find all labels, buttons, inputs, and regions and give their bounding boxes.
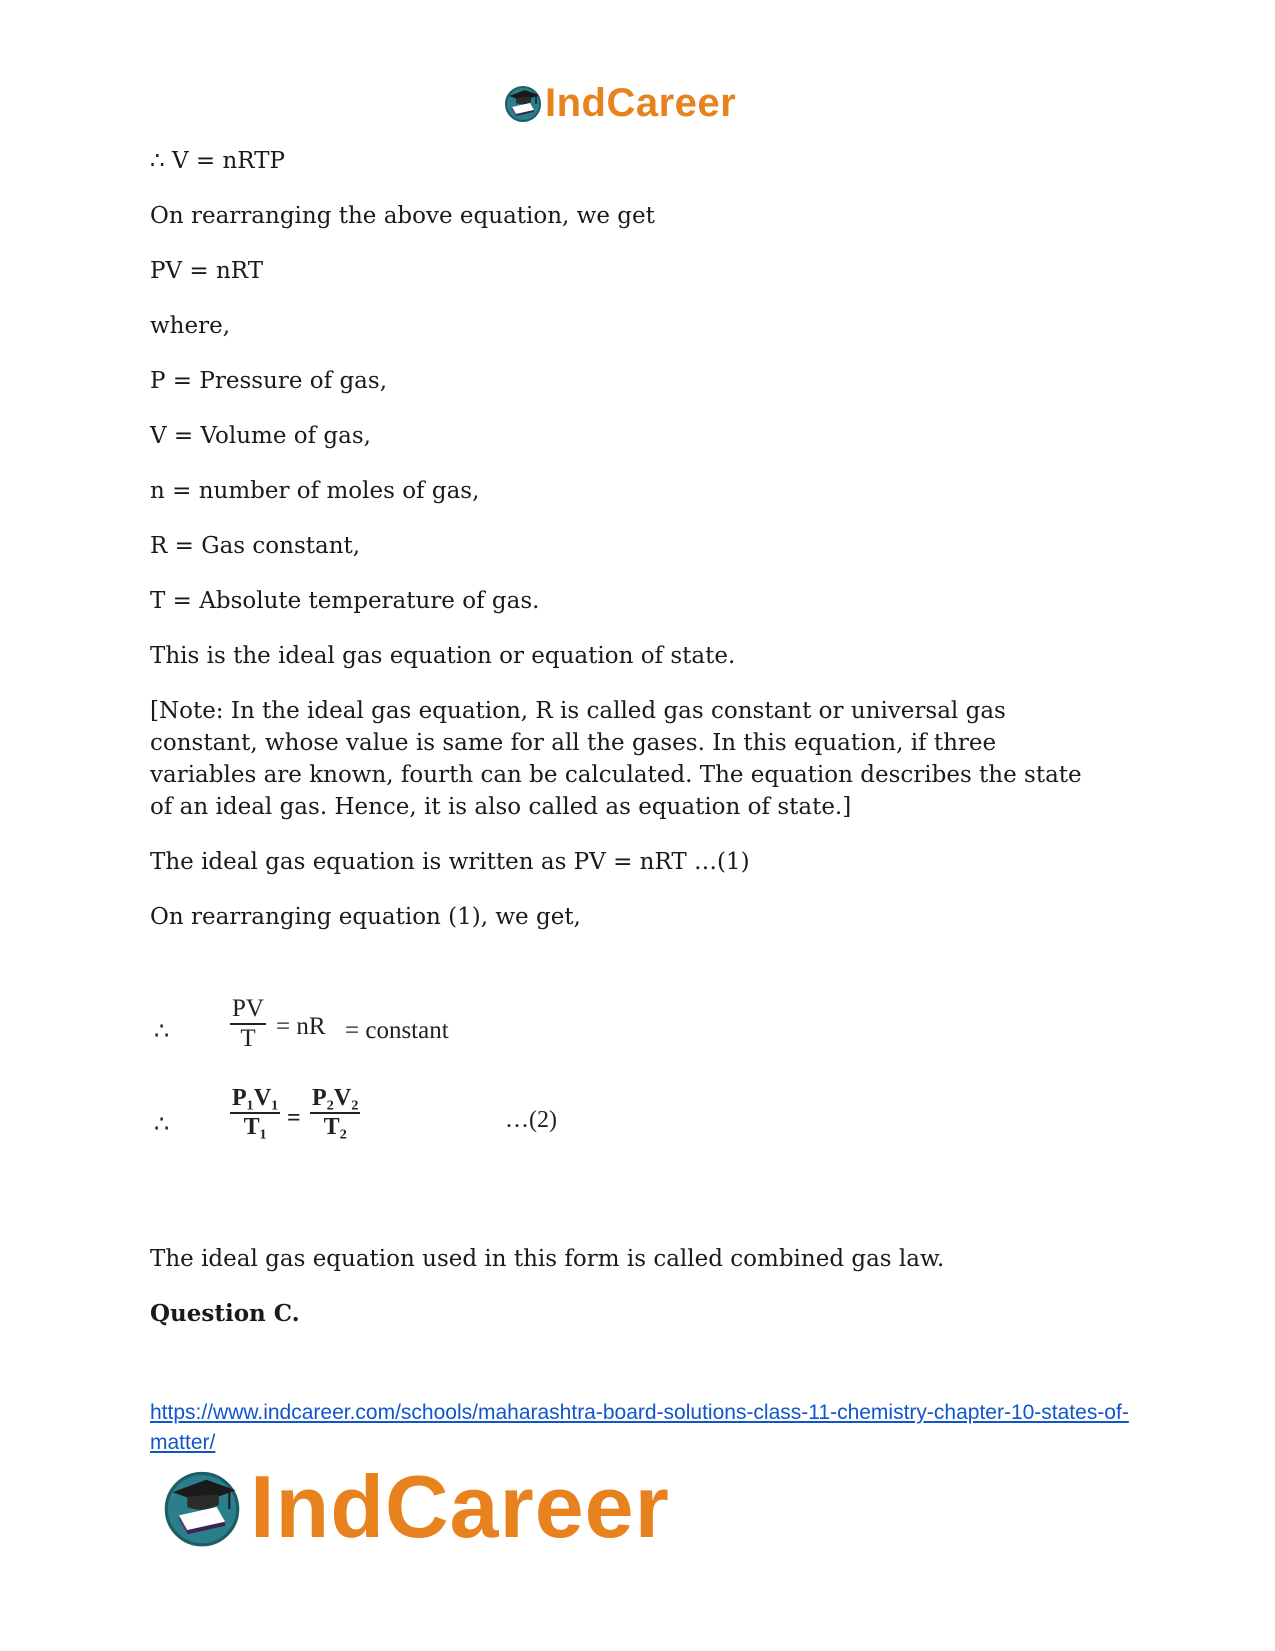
equals-nr: = nR: [276, 1013, 326, 1040]
equation-pv-over-t: [150, 995, 750, 1071]
equation-combined-gas-law: [150, 1085, 750, 1165]
denominator: T: [240, 1025, 256, 1052]
note-paragraph: [Note: In the ideal gas equation, R is called gas constant or universal gas constant, whose value is same for all the gases. In this equation, if three variables are known, fourth can be calculated. The equation describes the state of an ideal gas. Hence, it is also called as equation of state.]: [150, 698, 1082, 820]
document-body: [150, 145, 1130, 956]
graduation-cap-book-icon: [503, 83, 543, 123]
logo-text: IndCareer: [545, 81, 737, 125]
numerator: PV: [232, 995, 264, 1022]
text-line: On rearranging equation (1), we get,: [150, 904, 581, 930]
therefore-symbol: ∴: [154, 1112, 170, 1138]
text-line: where,: [150, 313, 231, 339]
text-line: The ideal gas equation used in this form is called combined gas law.: [150, 1246, 945, 1272]
text-line: This is the ideal gas equation or equation of state.: [150, 643, 736, 669]
definition-gas-constant: R = Gas constant,: [150, 533, 361, 559]
fraction-p1v1-t1: [230, 1085, 280, 1141]
definition-pressure: P = Pressure of gas,: [150, 368, 388, 394]
text-line: PV = nRT: [150, 258, 264, 284]
equation-tag: …(2): [505, 1107, 557, 1133]
therefore-symbol: ∴: [154, 1019, 170, 1045]
denominator: T₁: [243, 1114, 267, 1140]
text-line: On rearranging the above equation, we get: [150, 203, 655, 229]
source-url-link[interactable]: https://www.indcareer.com/schools/maharashtra-board-solutions-class-11-chemistry-chapter-10-states-of-matter/: [150, 1401, 1129, 1454]
definition-volume: V = Volume of gas,: [150, 423, 371, 449]
footer-logo: [160, 1457, 670, 1556]
text-line: The ideal gas equation is written as PV = nRT …(1): [150, 849, 750, 875]
definition-moles: n = number of moles of gas,: [150, 478, 480, 504]
equals-constant: = constant: [345, 1017, 449, 1044]
equals-sign: =: [287, 1105, 301, 1131]
fraction-pv-t: [230, 995, 266, 1053]
question-heading: Question C.: [150, 1300, 300, 1327]
header-logo: [503, 80, 736, 126]
fraction-p2v2-t2: [310, 1085, 360, 1141]
text-line: ∴ V = nRTP: [150, 148, 285, 174]
document-body-continued: [150, 1243, 1130, 1353]
denominator: T₂: [323, 1114, 347, 1140]
graduation-cap-book-icon: [160, 1465, 244, 1549]
definition-temperature: T = Absolute temperature of gas.: [150, 588, 540, 614]
numerator: P₁V₁: [232, 1085, 279, 1111]
numerator: P₂V₂: [312, 1085, 359, 1111]
logo-text: IndCareer: [250, 1457, 670, 1556]
